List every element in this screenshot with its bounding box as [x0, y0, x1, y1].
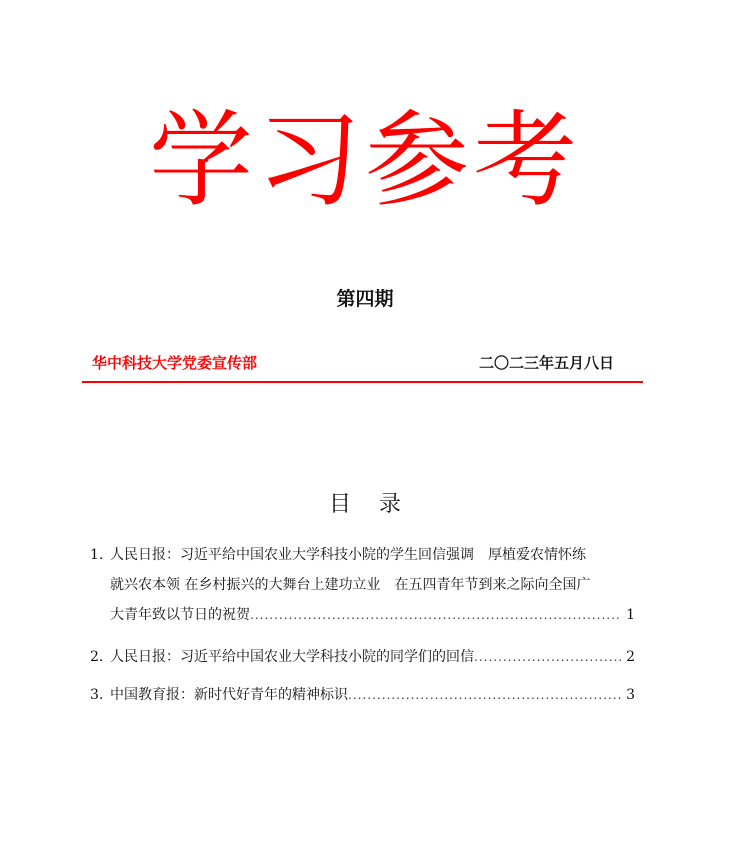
dot-leader — [348, 682, 621, 708]
publication-title: 学习参考 — [148, 99, 581, 221]
toc-item-number: 2. — [90, 649, 104, 665]
toc-item-line — [110, 542, 635, 572]
toc-item-text: 大青年致以节日的祝贺 — [110, 607, 250, 623]
issue-number: 第四期 — [336, 288, 394, 310]
toc-title: 目录 — [328, 492, 429, 517]
issue-date: 二〇二三年五月八日 — [478, 354, 614, 372]
toc-item-body — [110, 644, 635, 670]
toc-item-text: 人民日报：习近平给中国农业大学科技小院的学生回信强调 厚植爱农情怀练 — [110, 547, 586, 563]
toc-page-number: 1 — [626, 607, 635, 623]
issuer-name: 华中科技大学党委宣传部 — [92, 354, 258, 372]
toc-item-body — [110, 542, 635, 632]
toc-item-body — [110, 682, 635, 708]
toc-item-line — [110, 602, 635, 632]
toc-item-1[interactable] — [90, 542, 635, 632]
dot-leader — [250, 602, 621, 628]
toc-page-number: 2 — [626, 649, 635, 665]
dot-leader — [474, 644, 621, 670]
toc-item-number: 1. — [90, 547, 104, 563]
toc-item-text: 人民日报：习近平给中国农业大学科技小院的同学们的回信 — [110, 649, 474, 665]
table-of-contents — [90, 542, 635, 720]
toc-page-number: 3 — [626, 687, 635, 703]
toc-item-3[interactable] — [90, 682, 635, 708]
header-divider — [82, 381, 643, 383]
toc-item-line — [110, 572, 635, 602]
toc-item-line — [110, 644, 635, 670]
toc-item-text: 就兴农本领 在乡村振兴的大舞台上建功立业 在五四青年节到来之际向全国广 — [110, 577, 591, 593]
toc-item-text: 中国教育报：新时代好青年的精神标识 — [110, 687, 348, 703]
toc-item-line — [110, 682, 635, 708]
toc-item-2[interactable] — [90, 644, 635, 670]
toc-item-number: 3. — [90, 687, 104, 703]
